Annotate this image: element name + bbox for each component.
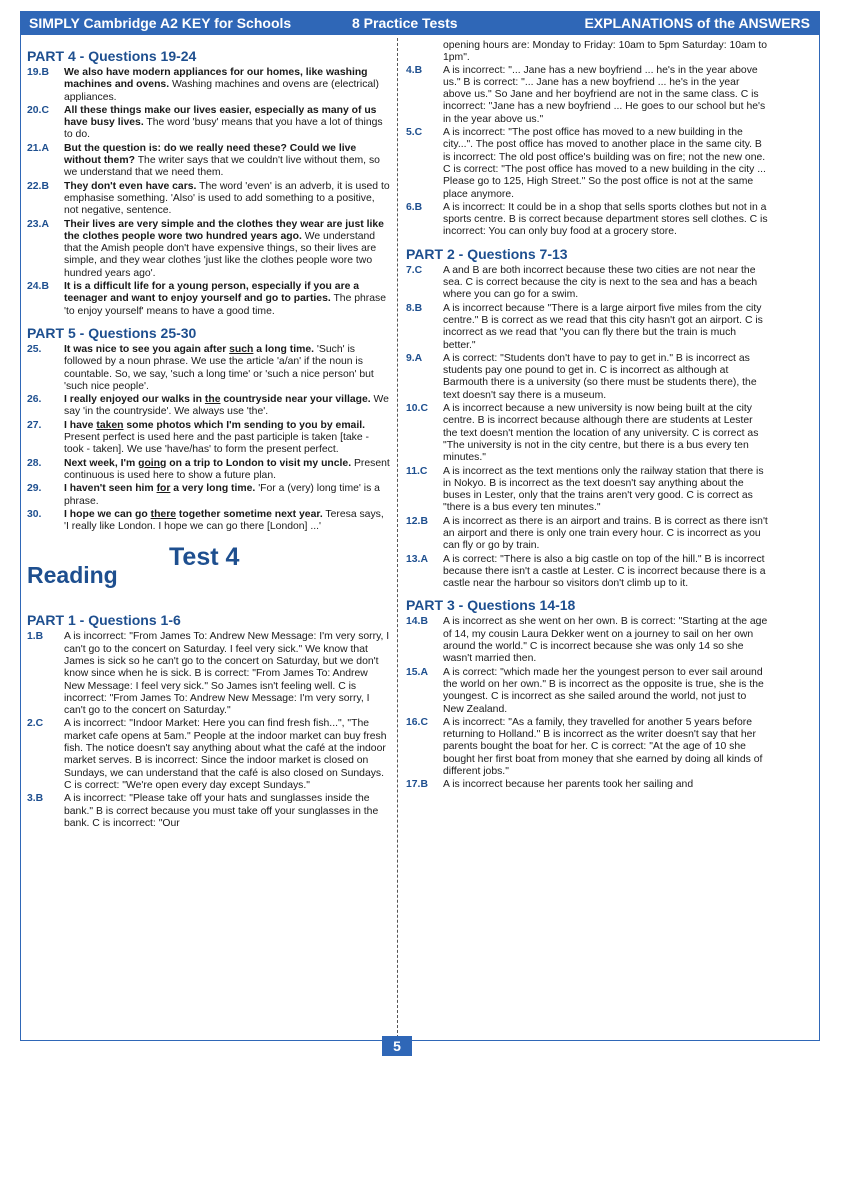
answer-explanation <box>443 554 768 591</box>
answer-item <box>27 718 391 792</box>
answer-item <box>27 181 391 218</box>
answer-sentence-end: countryside near your village. <box>220 394 371 406</box>
answer-item <box>27 219 391 280</box>
answer-sentence-start: Next week, I'm <box>64 457 139 469</box>
page-header <box>20 11 820 35</box>
answer-item <box>406 717 768 778</box>
answer-number: 17.B <box>406 779 428 791</box>
answer-text: The writer says that we couldn't live without them, so we understand that we need them. <box>64 155 380 179</box>
answer-text: A is incorrect as she went on her own. B is correct: "Starting at the age of 14, my cousin Laura Dekker went on a journey to sail on her own around the world." C is incorrect because she was only 14 so she wasn't married then. <box>443 616 768 665</box>
answer-item <box>406 65 768 126</box>
answer-number: 11.C <box>406 465 428 477</box>
answer-sentence-start: I hope we can go <box>64 508 151 520</box>
answer-explanation <box>64 420 391 457</box>
answer-item <box>27 67 391 104</box>
answer-number: 22.B <box>27 180 49 192</box>
reading-heading: Reading <box>27 562 118 589</box>
answer-explanation <box>64 509 391 534</box>
left-column <box>27 40 391 831</box>
answer-text: A is incorrect: "Please take off your hats and sunglasses inside the bank." B is correct because you must take off your sunglasses in the bank. C is incorrect: "Our <box>64 793 379 829</box>
answer-number: 15.A <box>406 666 428 678</box>
answer-word: going <box>138 457 167 469</box>
answer-number: 25. <box>27 343 42 355</box>
answer-explanation <box>64 458 391 483</box>
answer-sentence: All these things make our lives easier, especially as many of us have busy lives. <box>64 104 377 129</box>
answer-sentence-end: a long time. <box>253 343 315 355</box>
answer-text: A is correct: "Students don't have to pay to get in." B is incorrect as students pay one pound to get in. C is incorrect as although at Barmouth there is a university (so there must be students there), the text doesn't say there is a museum. <box>443 352 757 401</box>
answer-text: A and B are both incorrect because these two cities are not near the sea. C is correct because the city is next to the sea and has a beach where you can go for a swim. <box>443 264 758 301</box>
column-divider <box>397 38 398 1038</box>
answer-text: Present continuous is used here to show a future plan. <box>64 457 390 481</box>
answer-explanation <box>443 303 768 352</box>
answer-item <box>27 483 391 508</box>
answer-explanation <box>64 793 391 830</box>
answer-number: 14.B <box>406 616 428 628</box>
answer-explanation <box>443 265 768 302</box>
answer-explanation <box>64 394 391 419</box>
answer-explanation <box>64 181 391 218</box>
answer-text: 'For a (very) long time' is a phrase. <box>64 483 380 507</box>
answer-explanation <box>64 344 391 393</box>
answer-number: 27. <box>27 419 42 431</box>
answer-sentence: We also have modern appliances for our homes, like washing machines and ovens. <box>64 67 368 91</box>
answer-sentence-end: a very long time. <box>170 483 256 495</box>
answer-text: The phrase 'to enjoy yourself' means to have a good time. <box>64 293 387 317</box>
answer-text: The word 'even' is an adverb, it is used to emphasise something. 'Also' is used to add something to a positive, not negative, sentence. <box>64 180 390 217</box>
answer-number: 12.B <box>406 515 428 527</box>
section-title: 8 Practice Tests <box>352 15 458 31</box>
answer-item <box>27 631 391 717</box>
answer-sentence: They don't even have cars. <box>64 180 197 192</box>
answer-explanation <box>64 483 391 508</box>
part-1-heading: PART 1 - Questions 1-6 <box>27 612 181 629</box>
answer-explanation <box>443 616 768 665</box>
answer-sentence-start: I haven't seen him <box>64 483 157 495</box>
answer-item <box>27 458 391 483</box>
answer-item <box>406 516 768 553</box>
answer-explanation <box>64 105 391 142</box>
answer-number: 10.C <box>406 403 428 415</box>
answer-word: taken <box>96 419 124 431</box>
answer-number: 30. <box>27 508 42 520</box>
answer-number: 29. <box>27 483 42 495</box>
answer-text: A is incorrect: "From James To: Andrew New Message: I'm very sorry, I can't go to the concert on Saturday. I feel very sick." We know that James is sick so he can't go to the concert on Saturday, but we don't know since when he is sick. B is correct: "From James To: Andrew New Message: I feel very sick." So James isn't feeling well. C is incorrect: "From James To: Andrew New Message: I'm very sorry, I can't go to the concert on Saturday." <box>64 631 390 717</box>
answer-sentence-start: It was nice to see you again after <box>64 343 230 355</box>
answer-item <box>406 779 768 791</box>
answer-sentence-end: together sometime next year. <box>176 508 323 520</box>
answer-number: 3.B <box>27 793 44 805</box>
answer-number: 23.A <box>27 218 49 230</box>
answer-number: 2.C <box>27 718 44 730</box>
answer-explanation <box>443 403 768 464</box>
answer-sentence-end: some photos which I'm sending to you by email. <box>123 419 366 431</box>
answer-text: 'Such' is followed by a noun phrase. We use the article 'a/an' if the noun is countable. So, we say, 'such a long time' or 'such a nice person' but 'such nice people'. <box>64 343 374 392</box>
answer-item <box>406 616 768 665</box>
chapter-title: EXPLANATIONS of the ANSWERS <box>584 15 810 31</box>
answer-item <box>27 143 391 180</box>
continued-text: opening hours are: Monday to Friday: 10am to 5pm Saturday: 10am to 1pm". <box>443 40 768 64</box>
answer-text: A is correct: "which made her the youngest person to ever sail around the world on her own." B is incorrect as the opposite is true, she is the youngest. C is incorrect as she sailed around the world, not just to New Zealand. <box>443 666 764 715</box>
answer-text: Teresa says, 'I really like London. I hope we can go there [London] ...' <box>64 508 384 533</box>
answer-explanation <box>443 717 768 778</box>
answer-number: 5.C <box>406 127 423 139</box>
part-2-heading: PART 2 - Questions 7-13 <box>406 245 568 262</box>
answer-text: A is incorrect: It could be in a shop that sells sports clothes but not in a sports centre. B is correct because department stores sell clothes. C is incorrect: You can only buy food at a grocery store. <box>443 201 768 238</box>
answer-explanation <box>443 466 768 515</box>
answer-text: A is incorrect as there is an airport and trains. B is correct as there isn't an airport and there is only one train every hour. C is incorrect as you can fly or go by train. <box>443 515 768 552</box>
answer-word: there <box>150 508 177 520</box>
part-3-heading: PART 3 - Questions 14-18 <box>406 597 576 614</box>
answer-item <box>406 127 768 201</box>
answer-explanation <box>443 202 768 239</box>
answer-text: A is incorrect because her parents took her sailing and <box>443 779 694 791</box>
answer-explanation <box>443 516 768 553</box>
page-number: 5 <box>382 1036 412 1056</box>
answer-item <box>406 303 768 352</box>
answer-explanation <box>443 667 768 716</box>
answer-sentence: It is a difficult life for a young person, especially if you are a teenager and want to enjoy yourself and go to parties. <box>64 281 360 305</box>
answer-word: the <box>204 394 221 406</box>
answer-number: 6.B <box>406 201 423 213</box>
answer-text: A is incorrect: "As a family, they travelled for another 5 years before returning to Holland." B is incorrect as the writer doesn't say that her parents bought the boat for her. C is correct: "At the age of 10 she bought her first boat from money that she earned by doing all kinds of different jobs." <box>443 716 763 778</box>
answer-item <box>27 344 391 393</box>
answer-explanation <box>64 67 391 104</box>
answer-item <box>406 466 768 515</box>
answer-item <box>406 265 768 302</box>
answer-word: such <box>229 343 254 355</box>
answer-text: The word 'busy' means that you have a lot of things to do. <box>64 117 383 141</box>
answer-explanation <box>64 219 391 280</box>
answer-text: Washing machines and ovens are (electrical) appliances. <box>64 79 379 103</box>
answer-number: 26. <box>27 394 42 406</box>
answer-number: 1.B <box>27 631 44 643</box>
answer-number: 13.A <box>406 553 428 565</box>
answer-number: 9.A <box>406 352 423 364</box>
answer-text: We understand that the Amish people don't have expensive things, so their lives are simple, and they wear clothes 'just like the clothes people wore two hundred years ago'. <box>64 230 377 279</box>
answer-sentence-start: I have <box>64 419 97 431</box>
answer-text: A is incorrect: "... Jane has a new boyfriend ... he's in the year above us." B is correct: "... Jane has a new boyfriend ... he's in the year above us." So Jane and her boyfriend are not in the same class. C is incorrect: "Jane has a new boyfriend ... He goes to our school but he's in the year above us." <box>443 64 766 125</box>
answer-sentence-start: I really enjoyed our walks in <box>64 394 205 406</box>
answer-item <box>27 394 391 419</box>
answer-text: A is correct: "There is also a big castle on top of the hill." B is incorrect because there isn't a castle at Lester. C is incorrect because there is a castle near the harbour so visitors don't climb up to it. <box>443 553 766 590</box>
answer-explanation <box>64 631 391 717</box>
answer-number: 20.C <box>27 104 49 116</box>
part-4-heading: PART 4 - Questions 19-24 <box>27 48 197 64</box>
answer-sentence-end: on a trip to London to visit my uncle. <box>166 457 352 469</box>
answer-text: A is incorrect as the text mentions only the railway station that there is in Nokyo. B is incorrect as the text doesn't say anything about the buses in Lester, only that the trains aren't very good. C is correct as "there is a bus every ten minutes." <box>443 465 764 514</box>
answer-number: 21.A <box>27 142 49 154</box>
answer-word: for <box>156 483 171 495</box>
answer-item <box>406 403 768 464</box>
answer-item <box>27 509 391 534</box>
book-title: SIMPLY Cambridge A2 KEY for Schools <box>29 15 292 31</box>
answer-explanation <box>443 779 768 791</box>
answer-text: A is incorrect because a new university is now being built at the city centre. B is incorrect because although there are students at Lester the text doesn't mention the location of any university. C is correct as "The university is not in the city centre, but there is a bus every ten minutes." <box>443 403 759 464</box>
answer-item <box>27 793 391 830</box>
answer-number: 16.C <box>406 716 428 728</box>
answer-sentence: Their lives are very simple and the clothes they wear are just like the clothes people wore two hundred years ago. <box>64 218 384 242</box>
answer-number: 4.B <box>406 64 423 76</box>
answer-explanation <box>443 127 768 201</box>
answer-explanation <box>64 718 391 792</box>
answer-sentence: But the question is: do we really need these? Could we live without them? <box>64 142 357 167</box>
answer-number: 7.C <box>406 264 423 276</box>
answer-text: A is incorrect: "Indoor Market: Here you can find fresh fish...", "The market cafe opens at 5am." People at the indoor market can buy fresh fish. The notice doesn't say anything about what the café at the indoor market serves. B is incorrect: Since the indoor market is closed on Sundays, we can understand that the café is also closed on Sundays. C is correct: "We're open every day except Sundays." <box>64 718 387 791</box>
answer-number: 24.B <box>27 281 49 293</box>
answer-explanation <box>443 353 768 402</box>
answer-item <box>406 353 768 402</box>
answer-explanation <box>64 281 391 318</box>
test-title: Test 4 <box>169 543 240 572</box>
right-column <box>406 40 768 793</box>
answer-item <box>406 202 768 239</box>
answer-item <box>406 554 768 591</box>
answer-item <box>27 281 391 318</box>
answer-explanation <box>64 143 391 180</box>
test-heading-block <box>27 545 391 605</box>
answer-text: Present perfect is used here and the past participle is taken [take - took - taken]. We use 'have/has' to form the present perfect. <box>64 432 369 456</box>
answer-number: 28. <box>27 457 42 469</box>
answer-number: 19.B <box>27 67 49 78</box>
answer-number: 8.B <box>406 302 423 314</box>
part-5-heading: PART 5 - Questions 25-30 <box>27 324 197 341</box>
answer-text: We say 'in the countryside'. We always use 'the'. <box>64 394 389 418</box>
answer-item <box>406 667 768 716</box>
answer-explanation <box>443 65 768 126</box>
answer-text: A is incorrect because "There is a large airport five miles from the city centre." B is correct as we read that this city hasn't got an airport. C is incorrect as we read that "you can fly there but the train is much better." <box>443 302 763 351</box>
answer-item <box>27 105 391 142</box>
answer-item <box>27 420 391 457</box>
answer-text: A is incorrect: "The post office has moved to a new building in the city...". The post office has moved to another place in the same city. B is incorrect: The old post office's building was on fire; not the new one. C is correct: "The post office has moved to a new building in the city ... Please go to 125, High Street." So the post office is not at the same place anymore. <box>443 127 766 200</box>
